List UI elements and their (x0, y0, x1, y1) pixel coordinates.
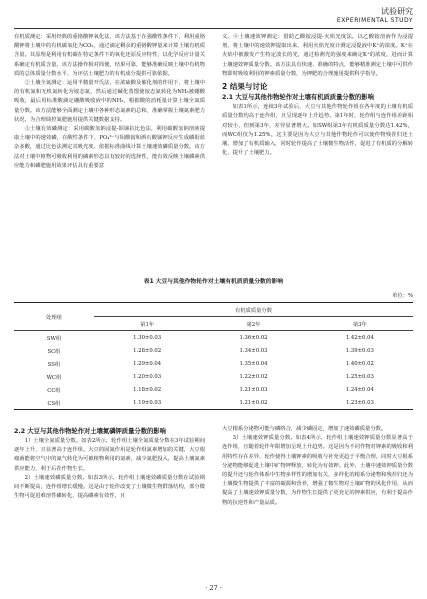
table-cell: 1.21±0.03 (239, 386, 268, 393)
paragraph: 如表1所示，连续3年试验后，大豆与其他作物轮作组在各年度的土壤有机质质量分数均高于连作组，且呈现逐年上升趋势。第1年时，轮作组与连作组差距相对较小，但到第3年，差异显著增大。如SW组第3年有机质质量分数达1.42%，而WC组仅为1.25%。这主要是因为大豆与其他作物轮作可以使作物残茬归还土壤，增加了有机质输入，同时轮作提高了土壤微生物活性，促进了有机质的分解转化，提升了土壤肥力。 (222, 104, 413, 157)
table-cell: 1.39±0.03 (345, 347, 374, 354)
table-cell-group: SC组 (47, 348, 61, 355)
table-cell: 1.19±0.03 (94, 396, 200, 410)
table-cell-group: SS组 (47, 361, 61, 368)
table-cell-group: SW组 (46, 335, 62, 342)
table-cell: 1.29±0.04 (133, 360, 162, 367)
table-cell: 1.34±0.03 (239, 347, 268, 354)
table-row (14, 383, 413, 396)
paragraph: 3）土壤速效钾质量分数。如表4所示，轮作组土壤速效钾质量分数显著高于连作组，且随着轮作年限增加呈现上升趋势。这是因为不同作物对钾素的吸收和利用特性存在差异，轮作使得土壤钾素的吸收与补充更趋于平衡合理，同时大豆根系分泌物能够促进土壤中矿物钾释放，转化为有效钾。此外，土壤中速效钾质量分数的提升还与轮作体系中生物多样性的增加有关，多样化的根系分泌物和残茬归还为土壤微生物提供了丰富的碳源和营养，增强了微生物对土壤矿物的风化作用，从而提高了土壤速效钾质量分数，为作物生长提供了更充足的钾素供应，有利于提高作物的抗逆性和产量品质。 (222, 435, 413, 506)
column-header-year: 第2年 (200, 317, 306, 331)
subsection-heading-2-1: 2.1 大豆与其他作物轮作对土壤有机质质量分数的影响 (222, 94, 374, 102)
journal-section-title: 试验研究 (381, 7, 413, 16)
table-cell: 1.42±0.04 (345, 334, 374, 341)
paragraph: ②土壤全氮测定：运用半微量开氏法，在浓硫酸及催化剂的作用下，将土壤中的有机氮和无机氮转化为铵态氮，然后通过碱化蒸馏使铵态氮转化为NH₃被硼酸吸收，最后用标准酸滴定硼酸吸收液中的NH₃，根据酸的消耗量计算土壤全氮质量分数。该方法能够全面测定土壤中各种形态氮素的总和，准确掌握土壤氮素肥力状况，为合理调控氮肥施用提供关键数据支持。 (14, 80, 205, 123)
page-number: · 27 · (205, 584, 222, 592)
table-row (14, 331, 413, 345)
table-cell: 1.25±0.03 (345, 373, 374, 380)
organic-matter-table (14, 302, 413, 410)
table-cell: 1.30±0.03 (133, 334, 162, 341)
table-cell: 1.20±0.03 (133, 373, 162, 380)
table-cell-group: CS组 (14, 396, 94, 410)
table-cell-group: WC组 (46, 374, 62, 381)
paragraph: ③土壤有效磷测定：采用碳酸氢钠浸提-钼锑抗比色法，利用碳酸氢钠溶液提取土壤中的速效磷，在酸性条件下，PO₄³⁻与钼酸铵和酒石酸锑钾反应生成磷钼蓝杂多酸，通过比色法测定其吸光度，依据标准曲线计算土壤速效磷质量分数。该方法对土壤中植物可吸收利用的磷素形态具有较好的选择性，能有效反映土壤磷素供应能力和磷肥施用效果评估具有重要意 (14, 126, 205, 169)
table-cell-group: CC组 (47, 387, 61, 394)
table-row (14, 396, 413, 410)
table-cell: 1.23±0.03 (307, 396, 413, 410)
table-row (14, 357, 413, 370)
table-cell: 1.40±0.02 (345, 360, 374, 367)
left-column-bottom (14, 425, 205, 501)
table-cell: 1.21±0.02 (200, 396, 306, 410)
column-header-year: 第1年 (94, 317, 200, 331)
subsection-heading-2-2: 2.2 大豆与其他作物轮作对土壤氮磷钾质量分数的影响 (14, 428, 166, 435)
table-row (14, 344, 413, 357)
table-unit: 单位：% (392, 293, 413, 299)
page-header (14, 6, 413, 29)
journal-section-subtitle: EXPERIMENTAL STUDY (336, 17, 413, 24)
left-column-top (14, 33, 205, 171)
right-column-bottom (222, 425, 413, 508)
table-row (14, 370, 413, 383)
table-cell: 1.36±0.02 (239, 334, 268, 341)
column-header-group: 处理组 (14, 303, 94, 331)
table-cell: 1.18±0.02 (133, 386, 162, 393)
column-header-year: 第3年 (307, 317, 413, 331)
column-header-span: 有机质质量分数 (94, 303, 413, 317)
table-cell: 1.22±0.02 (239, 373, 268, 380)
paragraph: 2）土壤速效磷质量分数。如表3所示，轮作组土壤速效磷质量分数在试验期间不断提高，连作组增长缓慢。这是由于轮作改变了土壤微生物群落结构，部分微生物可促进难溶性磷转化，提高磷素有效性，且 (14, 474, 205, 500)
section-heading-results: 2 结果与讨论 (222, 82, 268, 92)
paragraph: 大豆根系分泌物可能与磷络合，减少磷固定，增加了速效磷质量分数。 (222, 426, 387, 432)
table-cell: 1.28±0.02 (133, 347, 162, 354)
table-cell: 1.24±0.04 (345, 386, 374, 393)
table-caption: 表1 大豆与其他作物轮作对土壤有机质质量分数的影响 (143, 279, 284, 285)
paragraph: 1）土壤全氮质量分数。如表2所示，轮作组土壤全氮质量分数在3年试验期间逐年上升，且显著高于连作组。大豆的固氮作用是轮作组氮素增加的关键，大豆根瘤菌能将空气中的氮气转化为可被植物利用的氮素，减少氮肥投入，提高土壤氮素供应能力，利于后茬作物生长。 (14, 438, 205, 472)
table-cell: 1.35±0.04 (239, 360, 268, 367)
paragraph: 有机质测定：采用经典的重铬酸钾氧化法，该方法基于在强酸性条件下，利用重铬酸钾将土壤中的有机碳氧化为CO₂，通过滴定剩余的重铬酸钾量来计算土壤有机质含量。其原理是利用有机碳在特定条件下的氧化还原反应特性，以化学反应计量关系确定有机质含量。该方法操作相对简便，结果可靠，能够准确反映土壤中有机物质的总体质量分数水平，为评估土壤肥力的有机成分提供可靠依据。 (14, 34, 205, 77)
right-column-top (222, 33, 413, 158)
paragraph: 义。④土壤速效钾测定：借助乙酸铵浸提-火焰光度法。以乙酸铵溶液作为浸提剂，将土壤中的速效钾提取出来，利用火焰光度计测定浸提液中K⁺的浓度。K⁺在火焰中被激发产生特定波长的光，通过检测光的强度来确定K⁺的浓度，进而计算土壤速效钾质量分数。该方法具有快速、准确的特点，能够精准测定土壤中可供作物即时吸收利用的钾素质量分数，为钾肥的合理施用提供科学指导。 (222, 34, 413, 77)
